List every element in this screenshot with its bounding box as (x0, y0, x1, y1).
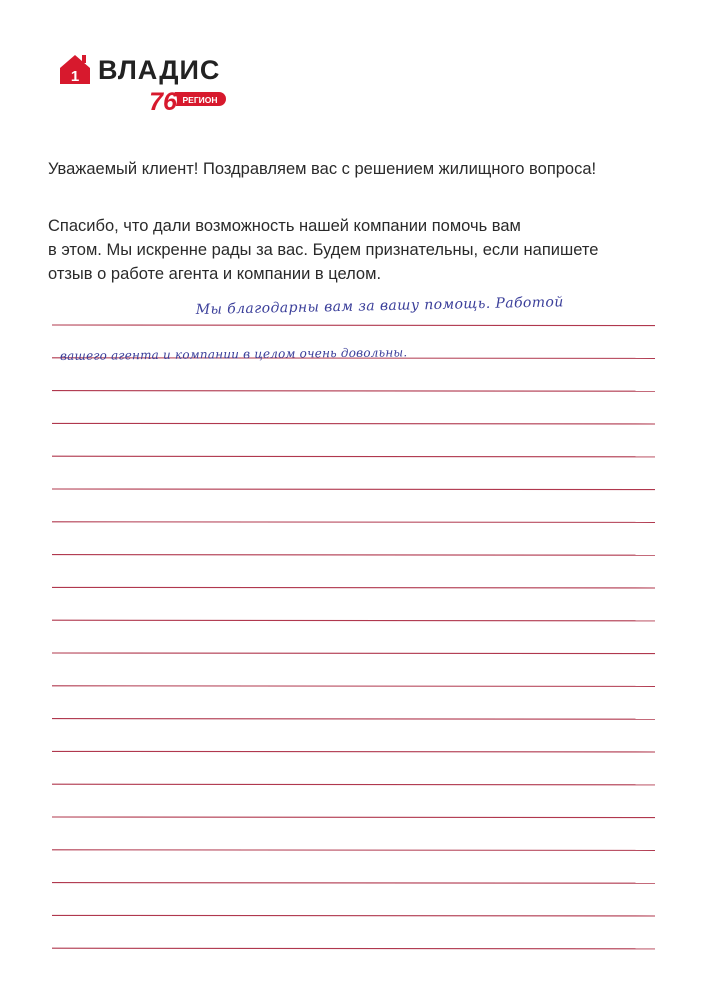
ruled-line (52, 915, 655, 916)
ruled-line (52, 587, 655, 588)
ruled-line (52, 555, 655, 556)
house-icon (60, 55, 90, 85)
ruled-line (52, 784, 655, 785)
ruled-line (52, 653, 655, 654)
logo-wordmark: ВЛАДИС (98, 55, 221, 85)
ruled-line (52, 883, 655, 884)
vladis-logo (60, 50, 240, 120)
intro-line: отзыв о работе агента и компании в целом. (48, 265, 382, 283)
intro-paragraph (48, 214, 678, 286)
ruled-line (52, 391, 655, 392)
ruled-line (52, 751, 655, 752)
ruled-line (52, 850, 655, 851)
ruled-line (52, 522, 655, 523)
region-badge (149, 86, 226, 116)
ruled-line (52, 620, 655, 621)
intro-line: Спасибо, что дали возможность нашей компании помочь вам (48, 217, 521, 235)
logo-badge-number: 1 (70, 68, 80, 85)
ruled-line (52, 489, 655, 490)
greeting-text: Уважаемый клиент! Поздравляем вас с решением жилищного вопроса! (48, 160, 597, 178)
ruled-line (52, 423, 655, 424)
ruled-line (52, 719, 655, 720)
handwritten-review-line: Мы благодарны вам за вашу помощь. Работой (195, 294, 564, 318)
ruled-line (52, 948, 655, 949)
ruled-line (52, 817, 655, 818)
handwritten-review-line: вашего агента и компании в целом очень довольны. (59, 345, 408, 363)
region-label: РЕГИОН (182, 95, 218, 105)
ruled-line (52, 686, 655, 687)
region-number: 76 (149, 88, 177, 116)
intro-line: в этом. Мы искренне рады за вас. Будем признательны, если напишете (48, 241, 599, 259)
ruled-line (52, 456, 655, 457)
ruled-line (52, 325, 655, 326)
